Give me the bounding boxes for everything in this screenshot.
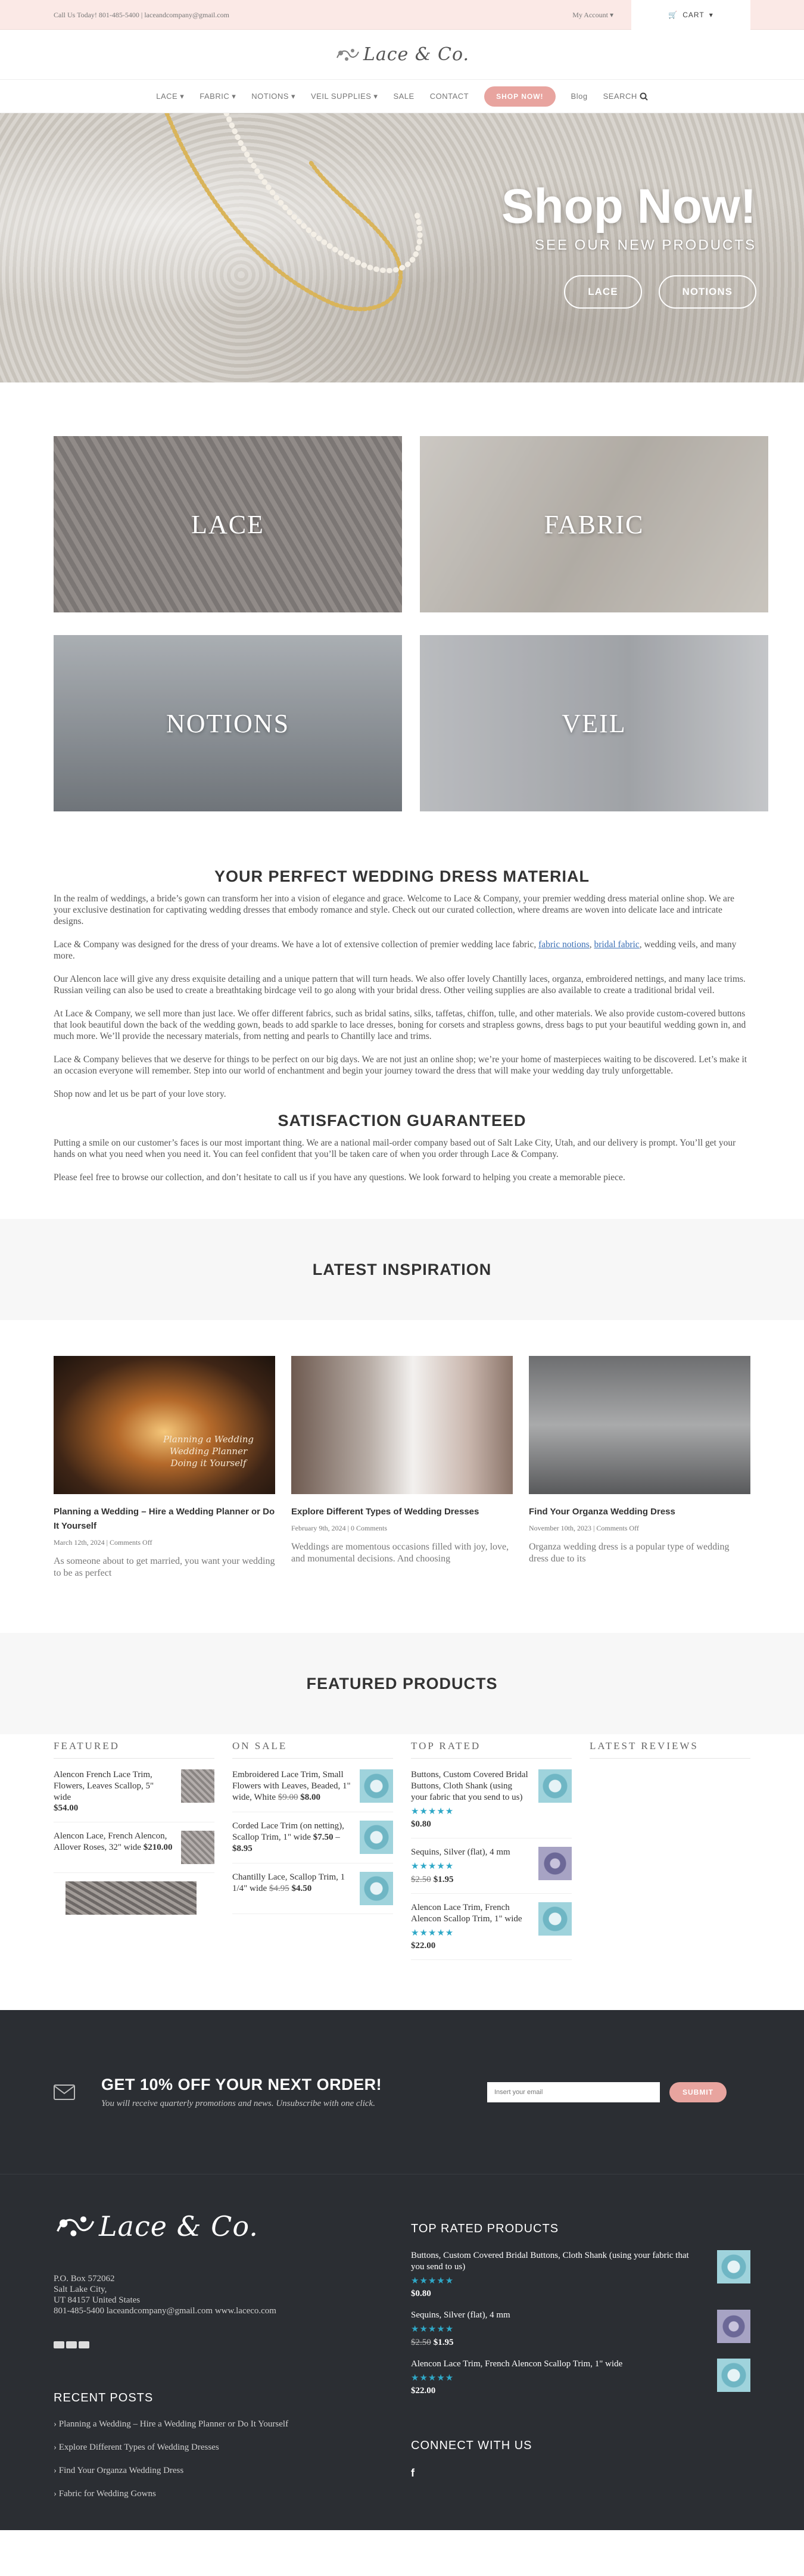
overlay-line: Doing it Yourself	[170, 1458, 247, 1469]
hero-text	[501, 179, 756, 309]
recent-post-link[interactable]: › Explore Different Types of Wedding Dresses	[54, 2443, 219, 2452]
my-account-link[interactable]	[554, 0, 631, 30]
content-paragraph: Shop now and let us be part of your love story.	[54, 1089, 226, 1099]
column-title: LATEST REVIEWS	[590, 1740, 750, 1759]
product-lists	[0, 1734, 804, 2010]
nav-contact[interactable]: CONTACT	[429, 92, 469, 101]
product-item[interactable]	[54, 1769, 214, 1822]
hero-lace-button[interactable]: LACE	[564, 275, 641, 309]
tile-lace-label: LACE	[191, 509, 264, 539]
product-thumbnail[interactable]	[360, 1872, 393, 1905]
chevron-down-icon: ▾	[232, 91, 236, 101]
product-price: $0.80	[411, 1819, 431, 1829]
product-item[interactable]	[232, 1769, 393, 1812]
blog-post-title[interactable]: Planning a Wedding – Hire a Wedding Planner or Do It Yourself	[54, 1507, 275, 1531]
recent-post-link[interactable]: › Fabric for Wedding Gowns	[54, 2489, 156, 2499]
product-name-text: Corded Lace Trim (on netting), Scallop Trim, 1" wide	[232, 1821, 344, 1842]
mastercard-icon	[66, 2341, 77, 2348]
product-name-text: Alencon Lace, French Alencon, Allover Roses, 32" wide	[54, 1831, 167, 1852]
connect-section	[411, 2439, 750, 2479]
content-paragraph: At Lace & Company, we sell more than just lace. We offer different fabrics, such as bridal satins, silks, taffetas, chiffon, tulle, and other materials. We also provide custom-covered buttons that look beautiful down the back of the wedding gown, beads to add sparkle to lace dresses, boning for corsets and strapless gowns, dress bags to put your beautiful wedding gown in, and much more. We’ll provide the necessary materials, from netting and pearls to Chantilly lace and trims.	[54, 1009, 746, 1041]
rating-stars: ★★★★★	[411, 1928, 454, 1938]
hero-title: Shop Now!	[501, 179, 756, 234]
lace-banner-image[interactable]	[66, 1881, 197, 1915]
content-paragraph: Please feel free to browse our collection, and don’t hesitate to call us if you have any questions. We look forward to helping you create a memorable piece.	[54, 1172, 625, 1183]
submit-button[interactable]: SUBMIT	[669, 2082, 727, 2102]
top-rated-heading: TOP RATED PRODUCTS	[411, 2222, 559, 2235]
footer-logo-text: Lace & Co.	[99, 2210, 258, 2242]
amex-card-icon	[79, 2341, 89, 2348]
logo-header	[0, 30, 804, 80]
content-heading: SATISFACTION GUARANTEED	[278, 1112, 526, 1130]
email-input[interactable]	[487, 2082, 660, 2102]
envelope-icon	[54, 2085, 75, 2100]
content-text: ,	[589, 939, 592, 950]
recent-post-title: Find Your Organza Wedding Dress	[58, 2466, 184, 2475]
rating-stars: ★★★★★	[411, 2325, 454, 2334]
price-range-separator: –	[333, 1833, 340, 1842]
product-name[interactable]	[232, 1769, 351, 1803]
product-item[interactable]	[411, 1769, 572, 1838]
blog-post	[529, 1356, 750, 1579]
product-thumbnail[interactable]	[538, 1769, 572, 1803]
product-thumbnail[interactable]	[538, 1902, 572, 1936]
address-line: 801-485-5400 laceandcompany@gmail.com www.laceco.com	[54, 2306, 276, 2316]
chevron-down-icon: ▾	[709, 11, 713, 19]
featured-column	[54, 1740, 214, 1968]
product-name[interactable]: Sequins, Silver (flat), 4 mm	[411, 1847, 510, 1857]
tile-notions-label: NOTIONS	[166, 708, 290, 738]
product-name[interactable]: Sequins, Silver (flat), 4 mm	[411, 2310, 510, 2320]
hero-notions-button[interactable]: NOTIONS	[659, 275, 756, 309]
footer-product[interactable]	[411, 2310, 750, 2348]
content-paragraph: Putting a smile on our customer’s faces is our most important thing. We are a national mail-order company based out of Salt Lake City, Utah, and our delivery is prompt. You’ll get your hands on what you need when you need it. You can feel confident that you’ll be taken care of when you order through Lace & Company.	[54, 1138, 736, 1159]
bridal-fabric-link[interactable]: bridal fabric	[594, 939, 640, 950]
footer-right	[411, 2210, 750, 2512]
overlay-line: Planning a Wedding	[163, 1434, 254, 1445]
rating-stars: ★★★★★	[411, 2276, 454, 2286]
chevron-down-icon: ▾	[373, 91, 378, 101]
site-logo[interactable]	[335, 44, 469, 65]
footer-product[interactable]	[411, 2359, 750, 2396]
newsletter-subtitle: You will receive quarterly promotions and news. Unsubscribe with one click.	[101, 2098, 375, 2108]
inspiration-heading: LATEST INSPIRATION	[312, 1260, 492, 1278]
onsale-column	[232, 1740, 393, 1968]
product-name[interactable]: Alencon Lace Trim, French Alencon Scallop Trim, 1" wide	[411, 2359, 623, 2369]
product-name-text: Chantilly Lace, Scallop Trim, 1 1/4" wide	[232, 1872, 345, 1893]
blog-post-image[interactable]	[291, 1356, 513, 1494]
blog-post-excerpt: Organza wedding dress is a popular type of wedding dress due to its	[529, 1542, 730, 1564]
content-heading: YOUR PERFECT WEDDING DRESS MATERIAL	[214, 867, 590, 885]
recent-post-title: Fabric for Wedding Gowns	[58, 2489, 156, 2499]
toprated-column	[411, 1740, 572, 1968]
product-price: $210.00	[143, 1843, 173, 1852]
product-name[interactable]: Alencon Lace Trim, French Alencon Scallop Trim, 1" wide	[411, 1903, 522, 1924]
footer-product[interactable]	[411, 2250, 750, 2299]
floral-logo-icon	[54, 2211, 95, 2241]
content-text: , wedding veils, and many more.	[54, 939, 737, 961]
rating-stars: ★★★★★	[411, 2373, 454, 2383]
hero-subtitle: SEE OUR NEW PRODUCTS	[534, 237, 756, 253]
address-line: UT 84157 United States	[54, 2295, 141, 2305]
content-text: Lace & Company was designed for the dress of your dreams. We have a lot of extensive collection of premier wedding lace fabric,	[54, 939, 537, 950]
column-title: ON SALE	[232, 1740, 393, 1759]
product-price: $54.00	[54, 1803, 79, 1813]
address-line: Salt Lake City,	[54, 2285, 107, 2294]
recent-post-title: Explore Different Types of Wedding Dresses	[58, 2443, 219, 2452]
product-price: $1.95	[433, 1875, 454, 1884]
cart-icon: 🛒	[668, 11, 678, 19]
product-thumbnail[interactable]	[717, 2359, 750, 2392]
image-overlay-text	[163, 1433, 254, 1469]
blog-post-excerpt: As someone about to get married, you want your wedding to be as perfect	[54, 1556, 275, 1578]
product-name[interactable]	[232, 1821, 351, 1855]
chevron-down-icon: ▾	[180, 91, 185, 101]
newsletter-section	[0, 2010, 804, 2174]
reviews-column	[590, 1740, 750, 1968]
footer-logo[interactable]	[54, 2210, 393, 2242]
overlay-line: Wedding Planner	[169, 1446, 248, 1457]
rating-stars: ★★★★★	[411, 1807, 454, 1816]
tile-veil-label: VEIL	[562, 708, 627, 738]
site-footer	[0, 2174, 804, 2530]
nav-notions[interactable]	[251, 92, 295, 101]
product-item[interactable]	[54, 1831, 214, 1873]
product-name-text: Embroidered Lace Trim, Small Flowers with Leaves, Beaded, 1" wide, White	[232, 1770, 351, 1802]
cart-label: CART	[683, 11, 705, 19]
recent-post-title: Planning a Wedding – Hire a Wedding Planner or Do It Yourself	[58, 2419, 289, 2429]
rating-stars: ★★★★★	[411, 1862, 454, 1871]
recent-posts-heading: RECENT POSTS	[54, 2391, 154, 2404]
tile-lace[interactable]	[54, 436, 402, 612]
blog-post-meta: February 9th, 2024 | 0 Comments	[291, 1524, 388, 1532]
nav-lace-label: LACE	[156, 92, 178, 101]
tile-notions[interactable]	[54, 635, 402, 811]
product-thumbnail[interactable]	[360, 1821, 393, 1854]
blog-post-image[interactable]	[54, 1356, 275, 1494]
fabric-notions-link[interactable]: fabric notions	[538, 939, 590, 950]
product-name[interactable]: Buttons, Custom Covered Bridal Buttons, Cloth Shank (using your fabric that you send to us)	[411, 1770, 528, 1802]
blog-post-meta: November 10th, 2023 | Comments Off	[529, 1524, 639, 1532]
product-name[interactable]: Alencon French Lace Trim, Flowers, Leaves Scallop, 5" wide	[54, 1770, 154, 1802]
product-old-price: $9.00	[278, 1793, 298, 1802]
visa-card-icon	[54, 2341, 64, 2348]
column-title: TOP RATED	[411, 1740, 572, 1759]
featured-heading: FEATURED PRODUCTS	[306, 1674, 498, 1693]
hero-banner	[0, 113, 804, 382]
logo-text: Lace & Co.	[363, 44, 470, 65]
facebook-icon[interactable]: f	[411, 2467, 415, 2479]
product-old-price: $4.95	[269, 1884, 289, 1893]
product-thumbnail[interactable]	[538, 1847, 572, 1880]
product-old-price: $2.50	[411, 1875, 431, 1884]
product-price: $8.95	[232, 1844, 253, 1853]
nav-sale[interactable]: SALE	[393, 92, 415, 101]
product-name[interactable]	[232, 1872, 351, 1905]
inspiration-heading-band	[0, 1219, 804, 1320]
cart-button[interactable]	[631, 0, 750, 30]
connect-heading: CONNECT WITH US	[411, 2439, 532, 2452]
product-name[interactable]	[54, 1831, 173, 1853]
newsletter-title: GET 10% OFF YOUR NEXT ORDER!	[101, 2075, 382, 2093]
blog-post	[54, 1356, 275, 1579]
top-bar	[0, 0, 804, 30]
nav-search-label: SEARCH	[603, 92, 637, 101]
product-old-price: $2.50	[411, 2338, 431, 2347]
chevron-down-icon: ▾	[291, 91, 296, 101]
nav-veil-supplies[interactable]	[311, 92, 378, 101]
footer-left	[54, 2210, 393, 2512]
tile-veil[interactable]	[420, 635, 768, 811]
search-icon	[640, 92, 648, 101]
product-thumbnail[interactable]	[717, 2250, 750, 2283]
nav-lace[interactable]	[156, 92, 184, 101]
tile-fabric[interactable]	[420, 436, 768, 612]
blog-post-meta: March 12th, 2024 | Comments Off	[54, 1538, 152, 1547]
payment-cards	[54, 2341, 393, 2348]
product-thumbnail[interactable]	[181, 1769, 214, 1803]
blog-post-excerpt: Weddings are momentous occasions filled with joy, love, and monumental decisions. And choosing	[291, 1542, 509, 1564]
product-price: $22.00	[411, 2386, 436, 2395]
floral-logo-icon	[335, 46, 360, 64]
product-item[interactable]	[411, 1902, 572, 1960]
nav-notions-label: NOTIONS	[251, 92, 289, 101]
content-paragraph	[54, 939, 750, 962]
my-account-label: My Account	[572, 10, 608, 19]
product-price: $8.00	[300, 1793, 321, 1802]
product-old-price: $7.50	[313, 1833, 334, 1842]
address-line: P.O. Box 572062	[54, 2274, 115, 2283]
product-item[interactable]	[232, 1821, 393, 1863]
product-thumbnail[interactable]	[360, 1769, 393, 1803]
featured-heading-band	[0, 1633, 804, 1734]
recent-post-link[interactable]: › Find Your Organza Wedding Dress	[54, 2466, 184, 2475]
nav-fabric[interactable]	[200, 92, 236, 101]
product-price: $22.00	[411, 1941, 436, 1950]
content-paragraph: Lace & Company believes that we deserve for things to be perfect on our big days. We are not just an online shop; we’re your home of masterpieces waiting to be discovered. Let’s make it an occasion everyone will remember. Step into our world of enchantment and begin your journey toward the dress that will make your wedding day truly unforgettable.	[54, 1054, 747, 1076]
nav-blog[interactable]: Blog	[571, 92, 588, 101]
content-paragraph: Our Alencon lace will give any dress exquisite detailing and a unique pattern that will turn heads. We also offer lovely Chantilly laces, organza, embroidered nettings, and many lace trims. Russian veiling can also be used to create a breathtaking birdcage veil to go along with your bridal dress. Other veiling supplies are also available to create a traditional bridal veil.	[54, 974, 746, 995]
main-nav	[0, 80, 804, 113]
nav-veil-supplies-label: VEIL SUPPLIES	[311, 92, 372, 101]
product-thumbnail[interactable]	[717, 2310, 750, 2343]
blog-post-title[interactable]: Find Your Organza Wedding Dress	[529, 1507, 675, 1517]
product-price: $0.80	[411, 2289, 431, 2298]
product-item[interactable]	[411, 1847, 572, 1894]
footer-address	[54, 2273, 393, 2316]
product-thumbnail[interactable]	[181, 1831, 214, 1864]
blog-posts	[0, 1320, 804, 1633]
nav-fabric-label: FABRIC	[200, 92, 230, 101]
category-tiles	[0, 382, 804, 853]
recent-posts	[54, 2391, 393, 2499]
product-price: $1.95	[433, 2338, 454, 2347]
blog-post	[291, 1356, 513, 1579]
shop-now-button[interactable]: SHOP NOW!	[484, 86, 555, 107]
contact-info: Call Us Today! 801-485-5400 | laceandcompany@gmail.com	[54, 10, 229, 19]
recent-post-link[interactable]: › Planning a Wedding – Hire a Wedding Planner or Do It Yourself	[54, 2419, 289, 2429]
blog-post-image[interactable]	[529, 1356, 750, 1494]
product-price: $4.50	[291, 1884, 312, 1893]
blog-post-title[interactable]: Explore Different Types of Wedding Dresses	[291, 1507, 479, 1517]
product-name[interactable]: Buttons, Custom Covered Bridal Buttons, Cloth Shank (using your fabric that you send to us)	[411, 2251, 689, 2272]
product-item[interactable]	[232, 1872, 393, 1914]
nav-search[interactable]	[603, 92, 648, 101]
content-paragraph: In the realm of weddings, a bride’s gown can transform her into a vision of elegance and grace. Welcome to Lace & Company, your premier wedding dress material online shop. We are your exclusive destination for captivating wedding dresses that embody romance and style. Check out our curated collection, where dreams are woven into delicate lace and intricate designs.	[54, 894, 734, 926]
chevron-down-icon: ▾	[609, 10, 613, 19]
about-content	[0, 853, 804, 1219]
tile-fabric-label: FABRIC	[544, 509, 644, 539]
column-title: FEATURED	[54, 1740, 214, 1759]
